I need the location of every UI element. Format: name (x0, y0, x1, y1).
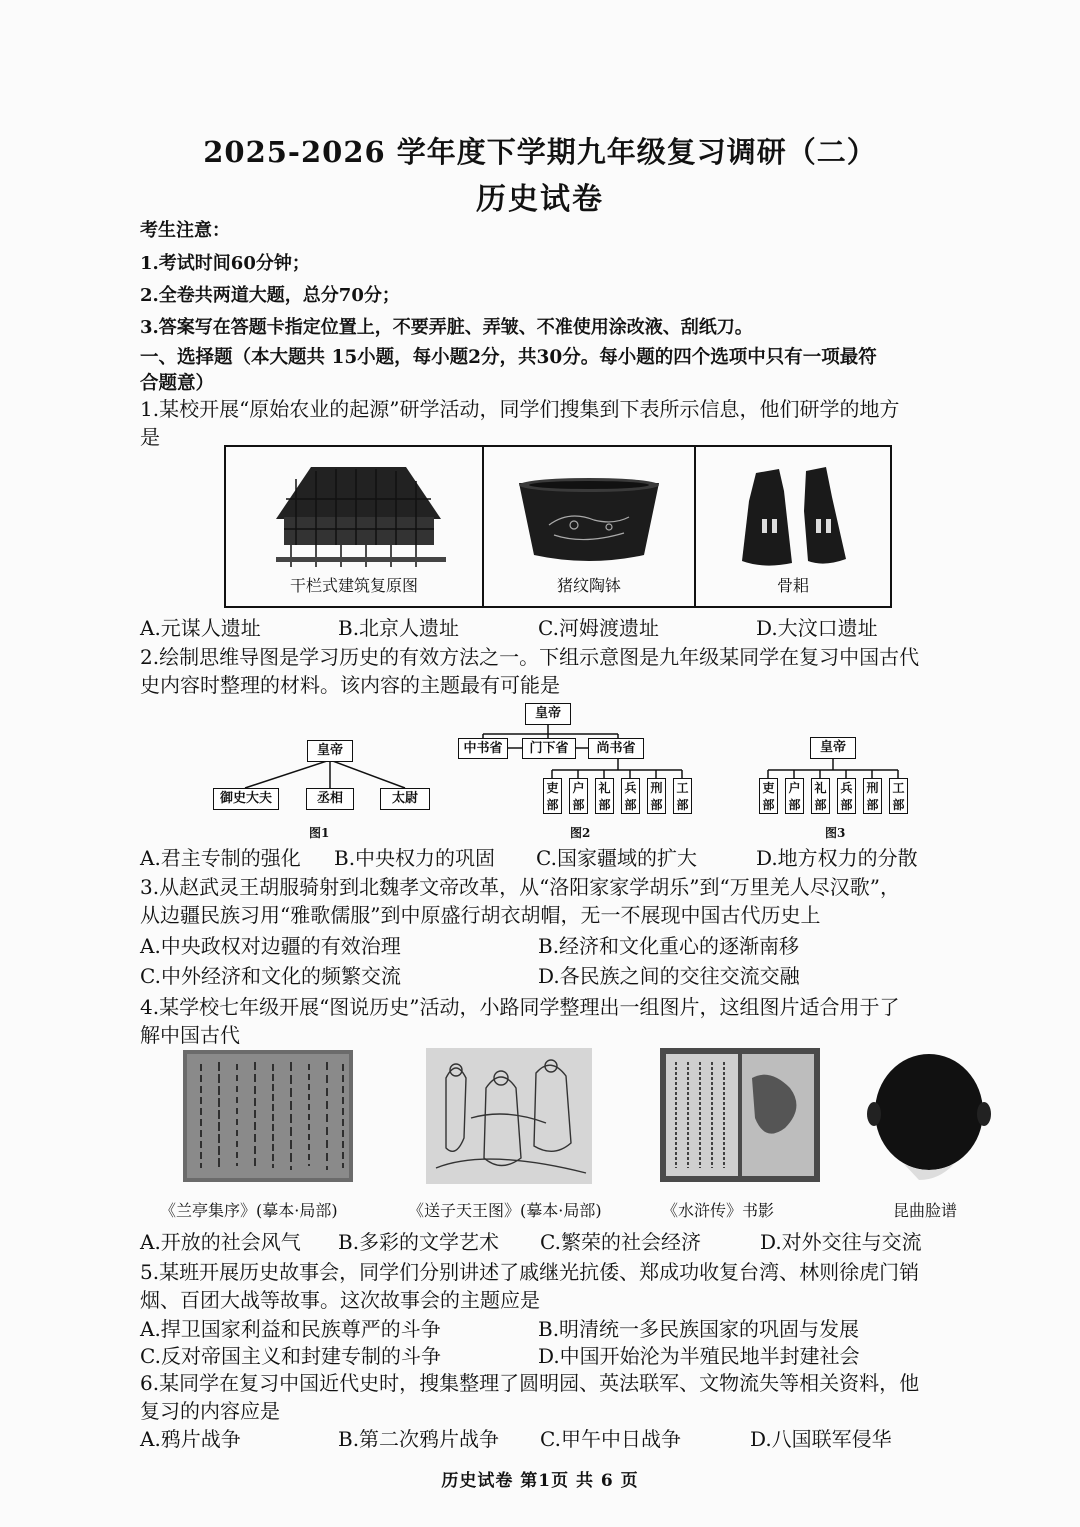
question-stem: 2.绘制思维导图是学习历史的有效方法之一。下组示意图是九年级某同学在复习中国古代 (140, 645, 920, 669)
image-caption: 昆曲脸谱 (893, 1201, 958, 1220)
fig3-ministry-box: 礼 部 (811, 778, 830, 814)
question-stem: 6.某同学在复习中国近代史时，搜集整理了圆明园、英法联军、文物流失等相关资料，他 (140, 1371, 920, 1395)
option-d: D.地方权力的分散 (756, 846, 918, 870)
option-d: D.对外交往与交流 (760, 1230, 922, 1254)
option-a: A.捍卫国家利益和民族尊严的斗争 (140, 1317, 441, 1341)
option-a: A.中央政权对边疆的有效治理 (140, 934, 401, 958)
fig2-ministry-box: 吏 部 (543, 778, 562, 814)
option-d: D.八国联军侵华 (750, 1427, 892, 1451)
question-stem-cont: 烟、百团大战等故事。这次故事会的主题应是 (140, 1288, 540, 1312)
option-c: C.甲午中日战争 (540, 1427, 681, 1451)
option-d: D.各民族之间的交往交流交融 (538, 964, 800, 988)
notice-item: 2.全卷共两道大题，总分70分； (140, 285, 400, 306)
question-stem: 1.某校开展“原始农业的起源”研学活动，同学们搜集到下表所示信息，他们研学的地方 (140, 397, 900, 421)
fig1-child-box: 丞相 (306, 788, 354, 810)
option-a: A.君主专制的强化 (140, 846, 301, 870)
option-c: C.繁荣的社会经济 (540, 1230, 701, 1254)
option-d: D.大汶口遗址 (756, 616, 878, 640)
option-b: B.第二次鸦片战争 (338, 1427, 500, 1451)
option-b: B.经济和文化重心的逐渐南移 (538, 934, 800, 958)
fig3-ministry-box: 吏 部 (759, 778, 778, 814)
option-a: A.开放的社会风气 (140, 1230, 301, 1254)
section-heading: 一、选择题（本大题共 15小题，每小题2分，共30分。每小题的四个选项中只有一项最符 (140, 347, 877, 368)
book-image (660, 1048, 820, 1182)
notice-item: 3.答案写在答题卡指定位置上，不要弄脏、弄皱、不准使用涂改液、刮纸刀。 (140, 317, 753, 338)
question-stem-cont: 从边疆民族习用“雅歌儒服”到中原盛行胡衣胡帽，无一不展现中国古代历史上 (140, 903, 821, 927)
option-a: A.元谋人遗址 (140, 616, 261, 640)
option-d: D.中国开始沦为半殖民地半封建社会 (538, 1344, 860, 1368)
fig3-ministry-box: 工 部 (889, 778, 908, 814)
section-heading-cont: 合题意） (140, 373, 215, 394)
option-c: C.国家疆域的扩大 (536, 846, 697, 870)
image-caption: 《水浒传》书影 (662, 1201, 775, 1220)
option-c: C.中外经济和文化的频繁交流 (140, 964, 401, 988)
fig2-ministry-box: 户 部 (569, 778, 588, 814)
fig2-ministry-box: 工 部 (673, 778, 692, 814)
fig2-middle-box: 尚书省 (588, 738, 644, 759)
fig3-caption: 图3 (825, 826, 846, 840)
fig1-caption: 图1 (309, 826, 330, 840)
fig2-middle-box: 门下省 (522, 738, 576, 759)
notice-item: 1.考试时间60分钟； (140, 253, 310, 274)
option-b: B.中央权力的巩固 (334, 846, 496, 870)
option-b: B.北京人遗址 (338, 616, 460, 640)
exam-subtitle: 历史试卷 (476, 182, 604, 217)
image-caption: 骨耜 (776, 576, 809, 595)
image-caption: 猪纹陶钵 (556, 576, 621, 595)
question-stem-cont: 解中国古代 (140, 1023, 240, 1047)
question-stem-cont: 史内容时整理的材料。该内容的主题最有可能是 (140, 673, 560, 697)
question-stem: 4.某学校七年级开展“图说历史”活动，小路同学整理出一组图片，这组图片适合用于了 (140, 995, 900, 1019)
fig2-ministry-box: 兵 部 (621, 778, 640, 814)
fig1-top-box: 皇帝 (307, 740, 353, 762)
fig2-caption: 图2 (570, 826, 591, 840)
page-footer: 历史试卷 第1页 共 6 页 (441, 1471, 639, 1491)
fig2-ministry-box: 刑 部 (647, 778, 666, 814)
notice-heading: 考生注意： (140, 220, 230, 241)
image-caption: 干栏式建筑复原图 (289, 576, 418, 595)
option-b: B.多彩的文学艺术 (338, 1230, 500, 1254)
image-caption: 《兰亭集序》(摹本·局部) (160, 1201, 338, 1220)
fig3-ministry-box: 兵 部 (837, 778, 856, 814)
fig2-top-box: 皇帝 (525, 703, 571, 725)
calligraphy-image (183, 1050, 353, 1182)
painting-image (426, 1048, 592, 1184)
fig1-child-box: 太尉 (380, 788, 430, 810)
question-stem-cont: 是 (140, 425, 160, 449)
fig2-middle-box: 中书省 (458, 738, 508, 759)
fig3-ministry-box: 刑 部 (863, 778, 882, 814)
option-c: C.河姆渡遗址 (538, 616, 659, 640)
fig3-top-box: 皇帝 (810, 737, 856, 759)
exam-title: 2025-2026 学年度下学期九年级复习调研（二） (203, 135, 877, 169)
image-caption: 《送子天王图》(摹本·局部) (408, 1201, 602, 1220)
option-c: C.反对帝国主义和封建专制的斗争 (140, 1344, 441, 1368)
opera-mask-image (864, 1052, 994, 1180)
fig2-ministry-box: 礼 部 (595, 778, 614, 814)
option-b: B.明清统一多民族国家的巩固与发展 (538, 1317, 860, 1341)
fig1-child-box: 御史大夫 (213, 788, 279, 810)
question-stem-cont: 复习的内容应是 (140, 1399, 280, 1423)
fig3-ministry-box: 户 部 (785, 778, 804, 814)
option-a: A.鸦片战争 (140, 1427, 241, 1451)
question-stem: 5.某班开展历史故事会，同学们分别讲述了戚继光抗倭、郑成功收复台湾、林则徐虎门销 (140, 1260, 920, 1284)
question-stem: 3.从赵武灵王胡服骑射到北魏孝文帝改革，从“洛阳家家学胡乐”到“万里羌人尽汉歌”， (140, 875, 900, 899)
